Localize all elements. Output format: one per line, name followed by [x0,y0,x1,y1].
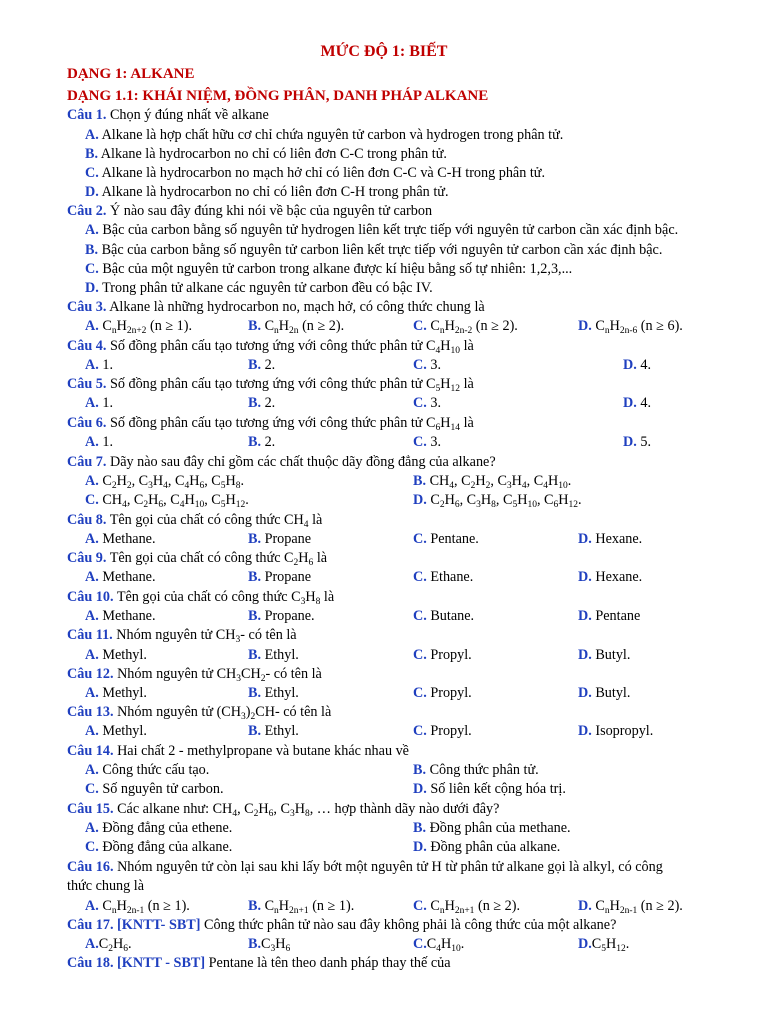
q13-option-a[interactable]: A. Methyl. [85,723,147,739]
question-1: Câu 1. Chọn ý đúng nhất về alkane [67,107,269,123]
question-16-cont: thức chung là [67,878,145,894]
q17-option-a[interactable]: $A.C_2H_6$. [85,936,132,954]
q1-option-d[interactable]: D. Alkane là hydrocarbon no chỉ có liên đơn C-H trong phân tử. [85,184,449,200]
q7-option-c[interactable]: C. $CH_4$, $C_2H_6$, $C_4H_{10}$, $C_5H_{12}$. [85,492,249,510]
q8-option-c[interactable]: C. Pentane. [413,531,479,547]
q7-options-row1 [0,472,768,491]
q14-option-c[interactable]: C. Số nguyên tử carbon. [85,781,224,797]
q4-option-b[interactable]: B. 2. [248,357,276,373]
q6-option-d[interactable]: D. 5. [623,434,651,450]
q7-option-d[interactable]: D. $C_2H_6$, $C_3H_8$, $C_5H_{10}$, $C_6H_{12}$. [413,492,582,510]
q10-options [0,607,768,626]
question-10: Câu 10. Tên gọi của chất có công thức $C_3H_8$ là [67,589,335,607]
q5-option-a[interactable]: A. 1. [85,395,113,411]
q16-option-b[interactable]: B. $C_nH_{2n+1}$ (n ≥ 1). [248,898,355,916]
q15-option-c[interactable]: C. Đồng đẳng của alkane. [85,839,233,855]
q1-option-b[interactable]: B. Alkane là hydrocarbon no chỉ có liên đơn C-C trong phân tử. [85,146,447,162]
q10-option-b[interactable]: B. Propane. [248,608,315,624]
q15-option-a[interactable]: A. Đồng đẳng của ethene. [85,820,233,836]
q5-option-b[interactable]: B. 2. [248,395,276,411]
q5-options [0,394,768,413]
q1-option-c[interactable]: C. Alkane là hydrocarbon no mạch hở chỉ có liên đơn C-C và C-H trong phân tử. [85,165,546,181]
q3-option-d[interactable]: D. $C_nH_{2n-6}$ (n ≥ 6). [578,318,683,336]
q4-option-a[interactable]: A. 1. [85,357,113,373]
q5-option-d[interactable]: D. 4. [623,395,651,411]
q3-options [0,317,768,336]
q16-option-d[interactable]: D. $C_nH_{2n-1}$ (n ≥ 2). [578,898,683,916]
q6-option-a[interactable]: A. 1. [85,434,113,450]
q4-option-c[interactable]: C. 3. [413,357,441,373]
q17-options [0,935,768,954]
q12-option-b[interactable]: B. Ethyl. [248,685,299,701]
q12-option-c[interactable]: C. Propyl. [413,685,472,701]
q2-option-c[interactable]: C. Bậc của một nguyên tử carbon trong alkane được kí hiệu bằng số tự nhiên: 1,2,3,... [85,261,573,277]
q11-option-a[interactable]: A. Methyl. [85,647,147,663]
q9-option-d[interactable]: D. Hexane. [578,569,643,585]
q6-options [0,433,768,452]
q15-options-row2 [0,838,768,857]
q12-option-a[interactable]: A. Methyl. [85,685,147,701]
q3-option-b[interactable]: B. $C_nH_{2n}$ (n ≥ 2). [248,318,345,336]
q6-option-b[interactable]: B. 2. [248,434,276,450]
q16-option-c[interactable]: C. $C_nH_{2n+1}$ (n ≥ 2). [413,898,521,916]
q14-option-d[interactable]: D. Số liên kết cộng hóa trị. [413,781,566,797]
question-12: Câu 12. Nhóm nguyên tử $CH_3CH_2-$ có tên là [67,666,322,684]
q4-options [0,356,768,375]
question-7: Câu 7. Dãy nào sau đây chỉ gồm các chất thuộc dãy đồng đẳng của alkane? [67,454,496,470]
q12-option-d[interactable]: D. Butyl. [578,685,631,701]
q10-option-c[interactable]: C. Butane. [413,608,475,624]
q14-option-a[interactable]: A. Công thức cấu tạo. [85,762,210,778]
q12-options [0,684,768,703]
q13-option-d[interactable]: D. Isopropyl. [578,723,654,739]
q13-option-b[interactable]: B. Ethyl. [248,723,299,739]
q7-option-b[interactable]: B. $CH_4$, $C_2H_2$, $C_3H_4$, $C_4H_{10}$. [413,473,572,491]
q14-option-b[interactable]: B. Công thức phân tử. [413,762,539,778]
q14-options-row1 [0,761,768,780]
question-17: Câu 17. [KNTT- SBT] Công thức phân tử nào sau đây không phải là công thức của một alkane? [67,917,617,933]
q8-options [0,530,768,549]
q7-options-row2 [0,491,768,510]
q9-option-c[interactable]: C. Ethane. [413,569,474,585]
question-18: Câu 18. [KNTT - SBT] Pentane là tên theo danh pháp thay thế của [67,955,451,971]
q15-option-b[interactable]: B. Đồng phân của methane. [413,820,571,836]
q16-option-a[interactable]: A. $C_nH_{2n-1}$ (n ≥ 1). [85,898,190,916]
question-13: Câu 13. Nhóm nguyên tử $(CH_3)_2CH-$ có tên là [67,704,332,722]
q17-option-d[interactable]: $D.C_5H_{12}$. [578,936,630,954]
q13-option-c[interactable]: C. Propyl. [413,723,472,739]
q11-option-c[interactable]: C. Propyl. [413,647,472,663]
q9-option-b[interactable]: B. Propane [248,569,312,585]
question-5: Câu 5. Số đồng phân cấu tạo tương ứng với công thức phân tử $C_5H_{12}$ là [67,376,474,394]
q15-option-d[interactable]: D. Đồng phân của alkane. [413,839,561,855]
q8-option-d[interactable]: D. Hexane. [578,531,643,547]
q5-option-c[interactable]: C. 3. [413,395,441,411]
q11-options [0,646,768,665]
q17-option-b[interactable]: $B.C_3H_6$ [248,936,291,954]
q15-options-row1 [0,819,768,838]
question-6: Câu 6. Số đồng phân cấu tạo tương ứng với công thức phân tử $C_6H_{14}$ là [67,415,474,433]
q9-option-a[interactable]: A. Methane. [85,569,156,585]
q6-option-c[interactable]: C. 3. [413,434,441,450]
question-8: Câu 8. Tên gọi của chất có công thức $CH_4$ là [67,512,323,530]
q1-option-a[interactable]: A. Alkane là hợp chất hữu cơ chỉ chứa nguyên tử carbon và hydrogen trong phân tử. [85,127,564,143]
q10-option-a[interactable]: A. Methane. [85,608,156,624]
q14-options-row2 [0,780,768,799]
q16-options [0,897,768,916]
q2-option-a[interactable]: A. Bậc của carbon bằng số nguyên tử hydrogen liên kết trực tiếp với nguyên tử carbon cần xác định bậc. [85,222,679,238]
question-2: Câu 2. Ý nào sau đây đúng khi nói về bậc của nguyên tử carbon [67,203,433,219]
subsection-heading: DẠNG 1.1: KHÁI NIỆM, ĐỒNG PHÂN, DANH PHÁP ALKANE [67,88,489,104]
section-heading: DẠNG 1: ALKANE [67,66,195,82]
q2-option-d[interactable]: D. Trong phân tử alkane các nguyên tử carbon đều có bậc IV. [85,280,433,296]
q2-option-b[interactable]: B. Bậc của carbon bằng số nguyên tử carbon liên kết trực tiếp với nguyên tử carbon cần xác định bậc. [85,242,663,258]
q4-option-d[interactable]: D. 4. [623,357,651,373]
q13-options [0,722,768,741]
question-16: Câu 16. Nhóm nguyên tử còn lại sau khi lấy bớt một nguyên tử H từ phân tử alkane gọi là alkyl, có công [67,859,663,875]
q11-option-b[interactable]: B. Ethyl. [248,647,299,663]
q3-option-a[interactable]: A. $C_nH_{2n+2}$ (n ≥ 1). [85,318,193,336]
page-title: MỨC ĐỘ 1: BIẾT [320,43,448,60]
q17-option-c[interactable]: $C.C_4H_{10}$. [413,936,465,954]
question-9: Câu 9. Tên gọi của chất có công thức $C_2H_6$ là [67,550,328,568]
question-15: Câu 15. Các alkane như: $CH_4$, $C_2H_6$, $C_3H_8$, … hợp thành dãy nào dưới đây? [67,801,500,819]
q9-options [0,568,768,587]
q7-option-a[interactable]: A. $C_2H_2$, $C_3H_4$, $C_4H_6$, $C_5H_8$. [85,473,245,491]
question-11: Câu 11. Nhóm nguyên tử $CH_3-$ có tên là [67,627,297,645]
q11-option-d[interactable]: D. Butyl. [578,647,631,663]
q10-option-d[interactable]: D. Pentane [578,608,641,624]
question-14: Câu 14. Hai chất 2 - methylpropane và butane khác nhau về [67,743,409,759]
q3-option-c[interactable]: C. $C_nH_{2n-2}$ (n ≥ 2). [413,318,518,336]
q8-option-a[interactable]: A. Methane. [85,531,156,547]
question-4: Câu 4. Số đồng phân cấu tạo tương ứng với công thức phân tử $C_4H_{10}$ là [67,338,474,356]
question-3: Câu 3. Alkane là những hydrocarbon no, mạch hở, có công thức chung là [67,299,485,315]
q8-option-b[interactable]: B. Propane [248,531,312,547]
